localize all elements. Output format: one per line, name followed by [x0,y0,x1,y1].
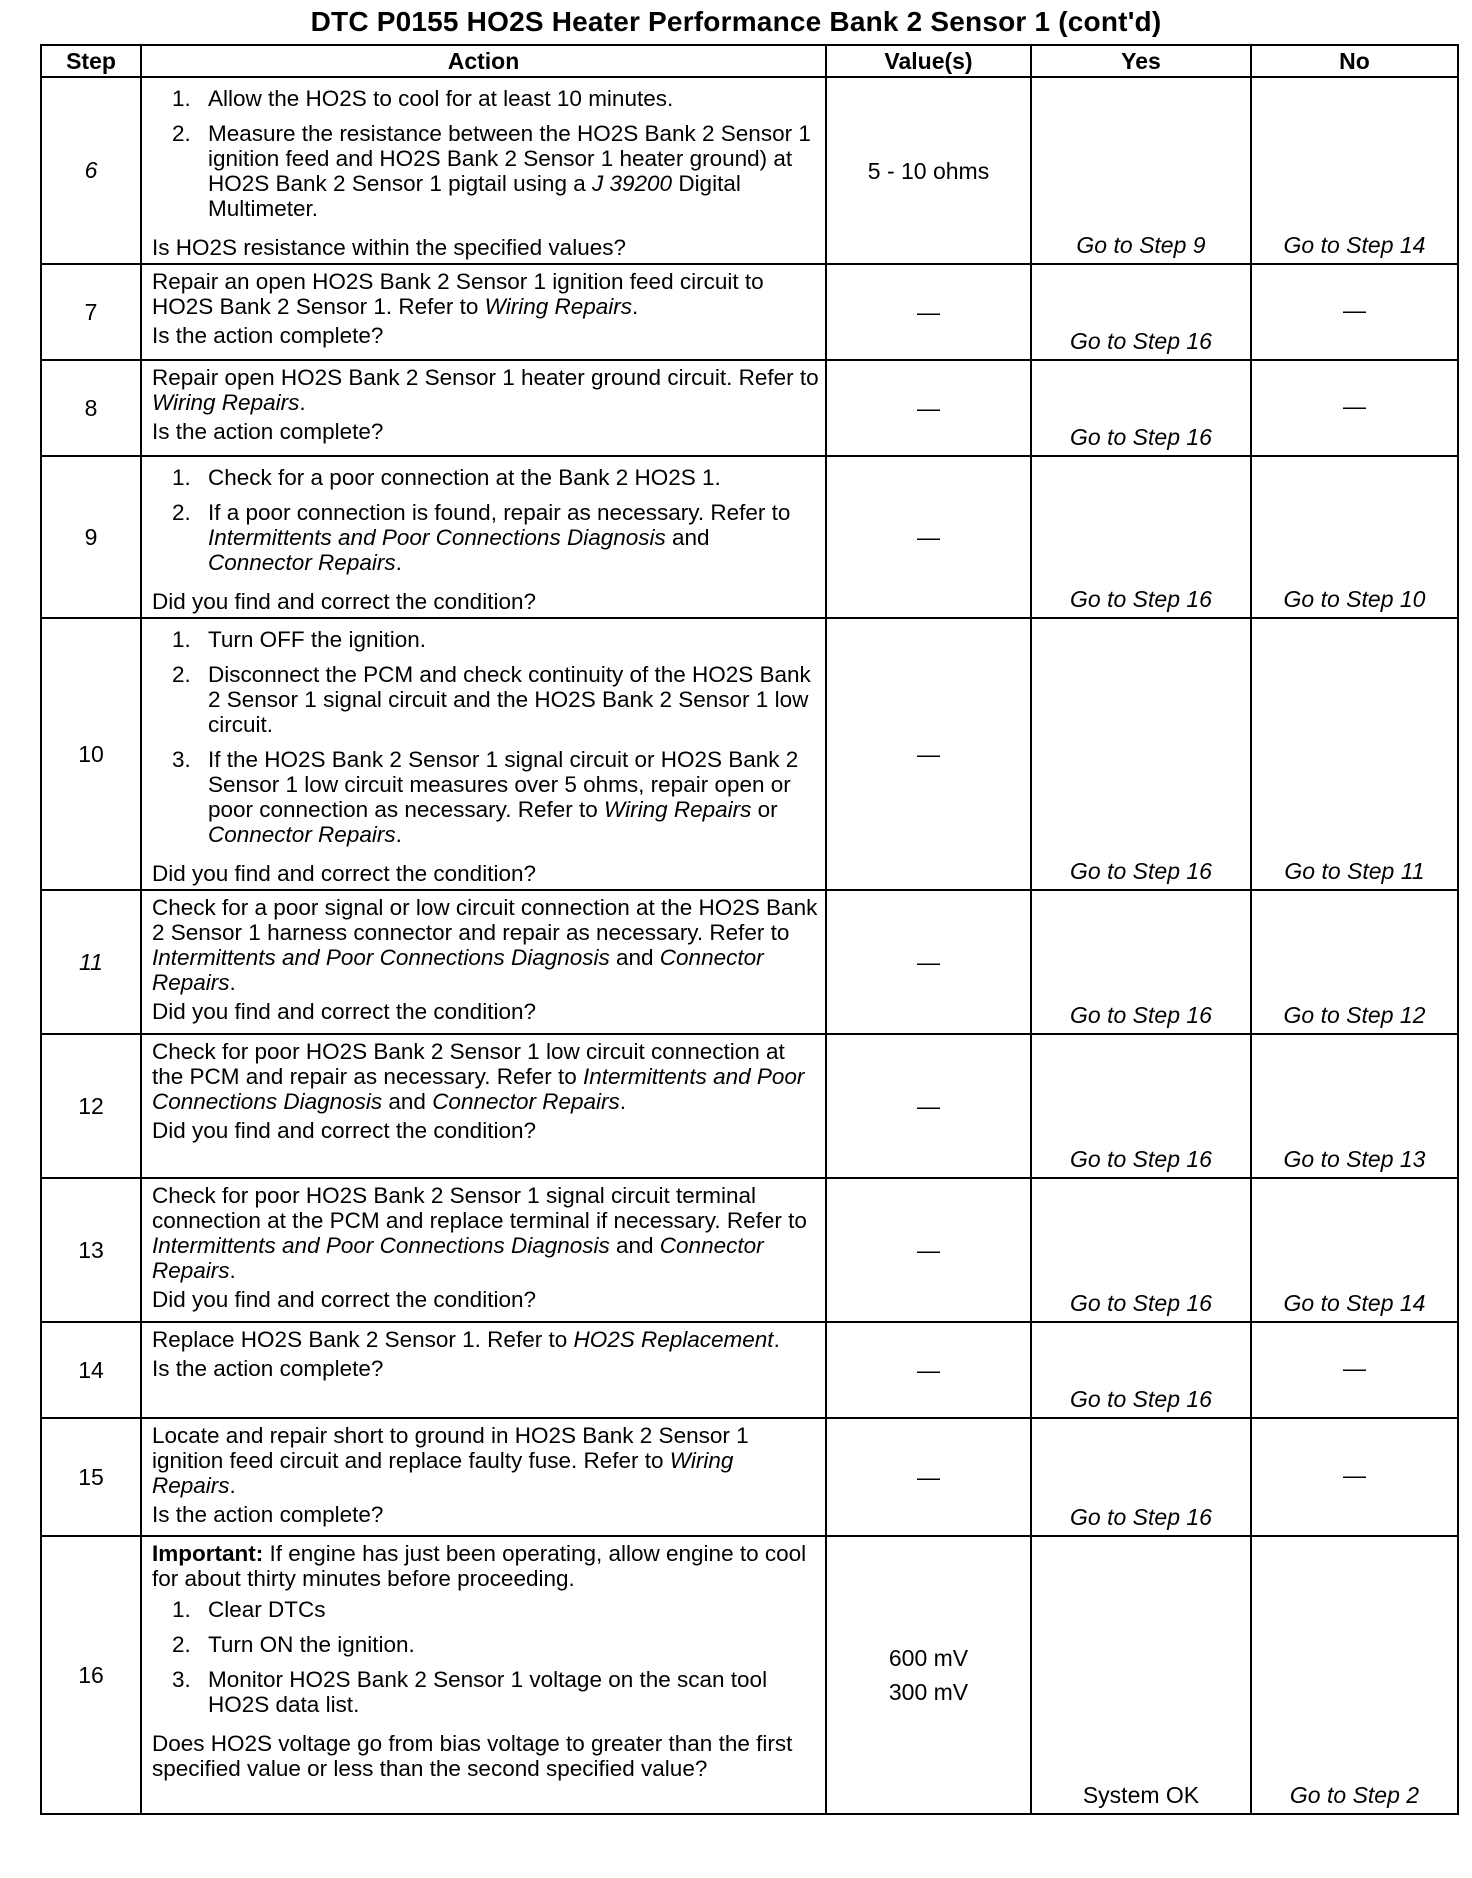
action-text: Locate and repair short to ground in HO2S Bank 2 Sensor 1 ignition feed circuit and replace faulty fuse. Refer to Wiring Repairs. [152,1423,749,1498]
values-cell: — [826,456,1031,618]
values-cell: — [826,1178,1031,1322]
yes-cell: Go to Step 9 [1031,77,1251,264]
value-high: 600 mV [888,1645,969,1671]
list-item: 3. Monitor HO2S Bank 2 Sensor 1 voltage on the scan tool HO2S data list. [172,1667,768,1717]
values-cell [826,1536,1031,1814]
header-no: No [1251,45,1458,77]
step-number: 14 [41,1322,141,1418]
action-text: Replace HO2S Bank 2 Sensor 1. Refer to HO2S Replacement. [152,1327,780,1352]
header-step: Step [41,45,141,77]
table-row [41,1322,1458,1418]
important-text: If engine has just been operating, allow engine to cool for about thirty minutes before proceeding. [152,1541,807,1591]
no-cell: — [1251,1322,1458,1418]
step-number: 8 [41,360,141,456]
list-item: 1. Allow the HO2S to cool for at least 10 minutes. [172,86,674,111]
yes-cell: Go to Step 16 [1031,618,1251,890]
no-cell: — [1251,264,1458,360]
action-cell [141,1034,826,1178]
values-cell: — [826,1322,1031,1418]
no-cell: Go to Step 2 [1251,1536,1458,1814]
header-action: Action [141,45,826,77]
action-question: Does HO2S voltage go from bias voltage to greater than the first specified value or less than the second specified value? [152,1731,793,1781]
yes-cell: Go to Step 16 [1031,890,1251,1034]
no-cell: Go to Step 14 [1251,1178,1458,1322]
action-cell [141,360,826,456]
values-cell: 5 - 10 ohms [826,77,1031,264]
action-question: Did you find and correct the condition? [152,861,536,886]
action-cell [141,618,826,890]
table-row [41,77,1458,264]
important-label: Important: [152,1541,264,1566]
page-title: DTC P0155 HO2S Heater Performance Bank 2 Sensor 1 (cont'd) [310,6,1162,37]
action-cell [141,1178,826,1322]
action-question: Is the action complete? [152,1356,384,1381]
no-cell: Go to Step 12 [1251,890,1458,1034]
action-list [152,465,819,575]
action-cell [141,1536,826,1814]
table-row [41,264,1458,360]
yes-cell: System OK [1031,1536,1251,1814]
action-cell [141,264,826,360]
action-list [152,86,819,221]
yes-cell: Go to Step 16 [1031,264,1251,360]
action-question: Is the action complete? [152,323,384,348]
action-question: Is HO2S resistance within the specified values? [152,235,626,260]
values-cell: — [826,264,1031,360]
step-number: 11 [41,890,141,1034]
step-number: 7 [41,264,141,360]
yes-cell: Go to Step 16 [1031,1322,1251,1418]
list-item: 1. Turn OFF the ignition. [172,627,427,652]
list-item: 2. Disconnect the PCM and check continuity of the HO2S Bank 2 Sensor 1 signal circuit and the HO2S Bank 2 Sensor 1 low circuit. [172,662,811,737]
action-text: Repair open HO2S Bank 2 Sensor 1 heater ground circuit. Refer to Wiring Repairs. [152,365,819,415]
list-item: 1. Clear DTCs [172,1597,326,1622]
no-cell: — [1251,1418,1458,1536]
table-row [41,1418,1458,1536]
list-item: 2. If a poor connection is found, repair as necessary. Refer to Intermittents and Poor Connections Diagnosis and Connector Repairs. [172,500,791,575]
no-cell: Go to Step 11 [1251,618,1458,890]
value-low: 300 mV [888,1679,969,1705]
header-row [41,45,1458,77]
action-question: Is the action complete? [152,1502,384,1527]
no-cell: — [1251,360,1458,456]
step-number: 10 [41,618,141,890]
step-number: 16 [41,1536,141,1814]
action-text: Check for poor HO2S Bank 2 Sensor 1 signal circuit terminal connection at the PCM and replace terminal if necessary. Refer to Intermittents and Poor Connections Diagnosis and Connector Repairs. [152,1183,807,1283]
action-cell [141,456,826,618]
values-cell: — [826,618,1031,890]
action-text: Check for a poor signal or low circuit connection at the HO2S Bank 2 Sensor 1 harness connector and repair as necessary. Refer to Intermittents and Poor Connections Diagnosis and Connector Repairs. [152,895,818,995]
table-row [41,618,1458,890]
action-text: Check for poor HO2S Bank 2 Sensor 1 low circuit connection at the PCM and repair as necessary. Refer to Intermittents and Poor Connections Diagnosis and Connector Repairs. [152,1039,805,1114]
table-row [41,1034,1458,1178]
table-row [41,456,1458,618]
list-item: 2. Measure the resistance between the HO2S Bank 2 Sensor 1 ignition feed and HO2S Bank 2 Sensor 1 heater ground) at HO2S Bank 2 Sensor 1 pigtail using a J 39200 Digital Multimeter. [172,121,811,221]
yes-cell: Go to Step 16 [1031,1178,1251,1322]
step-number: 6 [41,77,141,264]
action-list [152,1597,819,1717]
table-row [41,890,1458,1034]
diagnostic-table [40,44,1459,1815]
values-cell: — [826,1034,1031,1178]
action-cell [141,890,826,1034]
yes-cell: Go to Step 16 [1031,360,1251,456]
no-cell: Go to Step 10 [1251,456,1458,618]
step-number: 15 [41,1418,141,1536]
yes-cell: Go to Step 16 [1031,1418,1251,1536]
list-item: 3. If the HO2S Bank 2 Sensor 1 signal circuit or HO2S Bank 2 Sensor 1 low circuit measures over 5 ohms, repair open or poor connection as necessary. Refer to Wiring Repairs or Connector Repairs. [172,747,799,847]
values-cell: — [826,1418,1031,1536]
values-cell: — [826,890,1031,1034]
action-question: Did you find and correct the condition? [152,589,536,614]
yes-cell: Go to Step 16 [1031,1034,1251,1178]
action-question: Did you find and correct the condition? [152,999,536,1024]
step-number: 13 [41,1178,141,1322]
important-note [152,1541,819,1591]
action-cell [141,77,826,264]
values-cell: — [826,360,1031,456]
action-list [152,627,819,847]
action-question: Did you find and correct the condition? [152,1118,536,1143]
table-row [41,360,1458,456]
no-cell: Go to Step 13 [1251,1034,1458,1178]
header-yes: Yes [1031,45,1251,77]
list-item: 2. Turn ON the ignition. [172,1632,415,1657]
list-item: 1. Check for a poor connection at the Bank 2 HO2S 1. [172,465,721,490]
yes-cell: Go to Step 16 [1031,456,1251,618]
step-number: 12 [41,1034,141,1178]
no-cell: Go to Step 14 [1251,77,1458,264]
action-cell [141,1418,826,1536]
action-cell [141,1322,826,1418]
table-row [41,1536,1458,1814]
header-values: Value(s) [826,45,1031,77]
table-row [41,1178,1458,1322]
action-question: Did you find and correct the condition? [152,1287,536,1312]
action-question: Is the action complete? [152,419,384,444]
step-number: 9 [41,456,141,618]
action-text: Repair an open HO2S Bank 2 Sensor 1 ignition feed circuit to HO2S Bank 2 Sensor 1. Refer to Wiring Repairs. [152,269,764,319]
